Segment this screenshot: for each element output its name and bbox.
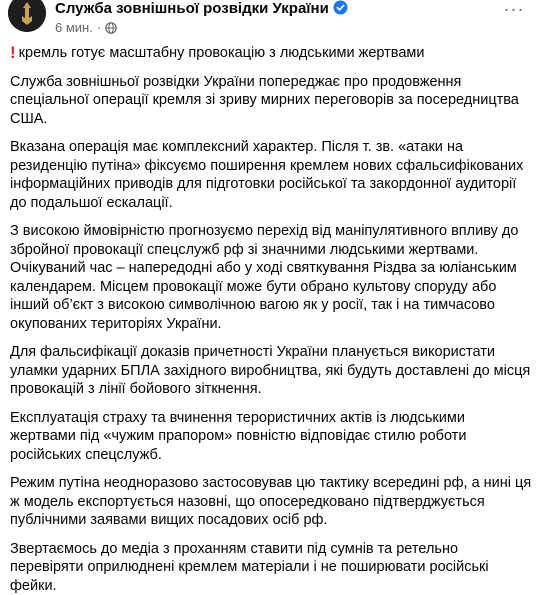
emblem-icon bbox=[8, 0, 46, 32]
page-name[interactable]: Служба зовнішньої розвідки України bbox=[55, 0, 329, 17]
post-paragraph: Вказана операція має комплексний характер. Після т. зв. «атаки на резиденцію путіна» фіксуємо поширення кремлем нових сфальсифікованих інформаційних приводів для підготовки російської та закордонної аудиторії до подальшої ескалації. bbox=[10, 138, 532, 212]
red-exclamation-icon: ! bbox=[10, 44, 16, 62]
post-body bbox=[0, 44, 542, 595]
page-name-link[interactable] bbox=[55, 0, 348, 18]
post-paragraph: Для фальсифікації доказів причетності України планується використати уламки ударних БПЛА західного виробництва, які будуть доставлені до місця провокацій з лінії бойового зіткнення. bbox=[10, 343, 532, 399]
post-paragraph: Служба зовнішньої розвідки України попереджає про продовження спеціальної операції кремля зі зриву мирних переговорів за посередництва США. bbox=[10, 73, 532, 129]
more-options-button[interactable]: ··· bbox=[500, 2, 528, 22]
post-meta bbox=[55, 20, 117, 36]
post-paragraph: Експлуатація страху та вчинення терористичних актів із людськими жертвами під «чужим прапором» повністю відповідає стилю роботи російських спецслужб. bbox=[10, 409, 532, 465]
page-avatar[interactable] bbox=[8, 0, 46, 32]
post-paragraph: З високою ймовірністю прогнозуємо перехід від маніпулятивного впливу до збройної провокації спецслужб рф зі значними людськими жертвами. Очікуваний час – напередодні або у ході святкування Різдва за юліанським календарем. Місцем провокації може бути обрано культову споруду або інший об’єкт з високою символічною вагою як у росії, так і на тимчасово окупованих територіях України. bbox=[10, 222, 532, 333]
post-header bbox=[0, 0, 542, 44]
post-headline bbox=[10, 44, 532, 63]
post-timestamp[interactable]: 6 мин. bbox=[55, 20, 93, 35]
globe-icon[interactable] bbox=[105, 22, 117, 34]
post-paragraph: Звертаємось до медіа з проханням ставити під сумнів та ретельно перевіряти оприлюднені кремлем матеріали і не поширювати російські фейки. bbox=[10, 540, 532, 595]
headline-text: кремль готує масштабну провокацію з людськими жертвами bbox=[19, 44, 425, 63]
verified-badge-icon bbox=[333, 0, 348, 15]
post-paragraph: Режим путіна неодноразово застосовував цю тактику всередині рф, а нині ця ж модель експортується назовні, що опосередковано підтверджується публічними заявами вищих посадових осіб рф. bbox=[10, 474, 532, 530]
separator-dot: · bbox=[97, 20, 101, 35]
